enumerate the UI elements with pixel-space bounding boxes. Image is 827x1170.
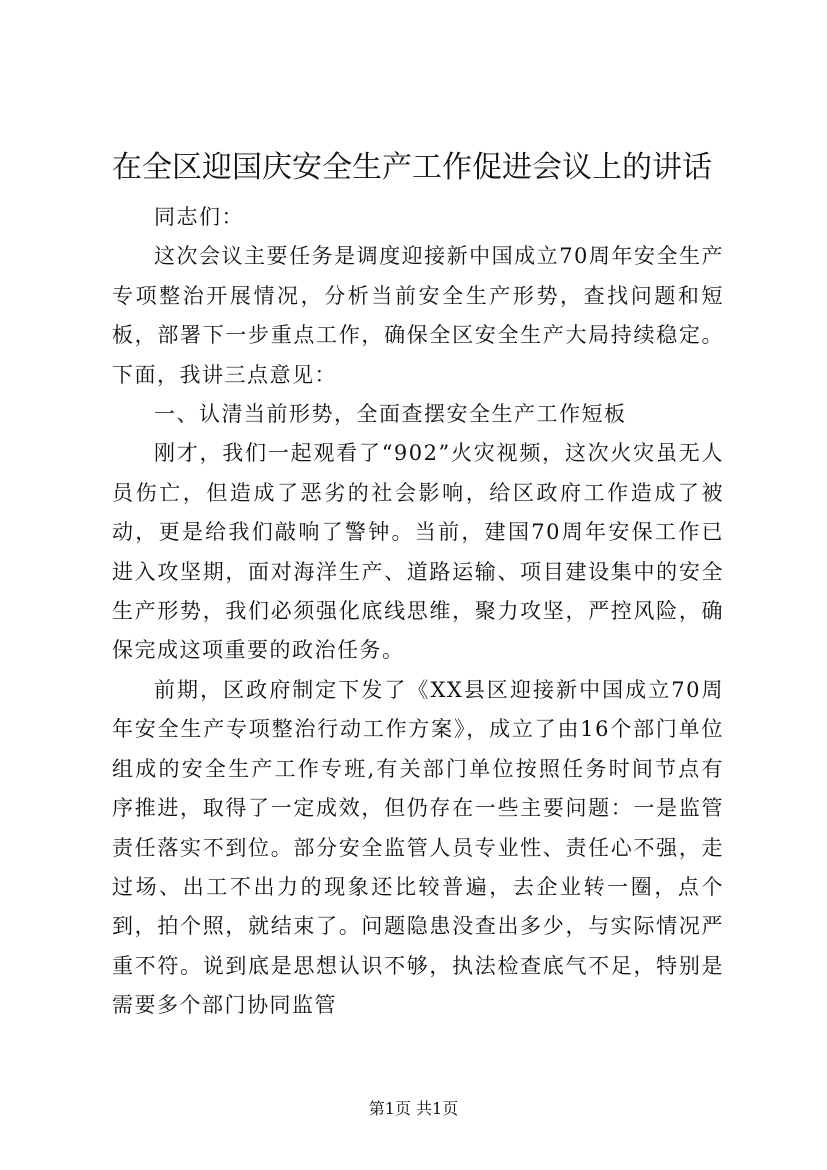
document-body <box>112 198 724 1026</box>
intro-paragraph: 这次会议主要任务是调度迎接新中国成立70周年安全生产专项整治开展情况，分析当前安全生产形势，查找问题和短板，部署下一步重点工作，确保全区安全生产大局持续稳定。下面，我讲三点意见： <box>112 244 724 387</box>
body-paragraph: 刚才，我们一起观看了“902”火灾视频，这次火灾虽无人员伤亡，但造成了恶劣的社会影响，给区政府工作造成了被动，更是给我们敲响了警钟。当前，建国70周年安保工作已进入攻坚期，面对海洋生产、道路运输、项目建设集中的安全生产形势，我们必须强化底线思维，聚力攻坚，严控风险，确保完成这项重要的政治任务。 <box>112 441 724 663</box>
salutation-paragraph: 同志们： <box>154 205 244 229</box>
page-footer: 第1页 共1页 <box>368 1099 459 1118</box>
document-title: 在全区迎国庆安全生产工作促进会议上的讲话 <box>112 150 712 185</box>
body-paragraph: 前期，区政府制定下发了《XX县区迎接新中国成立70周年安全生产专项整治行动工作方案》，成立了由16个部门单位组成的安全生产工作专班,有关部门单位按照任务时间节点有序推进，取得了一定成效，但仍存在一些主要问题：一是监管责任落实不到位。部分安全监管人员专业性、责任心不强，走过场、出工不出力的现象还比较普遍，去企业转一圈，点个到，拍个照，就结束了。问题隐患没查出多少，与实际情况严重不符。说到底是思想认识不够，执法检查底气不足，特别是需要多个部门协同监管 <box>112 677 724 1018</box>
section-heading: 一、认清当前形势，全面查摆安全生产工作短板 <box>154 402 627 427</box>
